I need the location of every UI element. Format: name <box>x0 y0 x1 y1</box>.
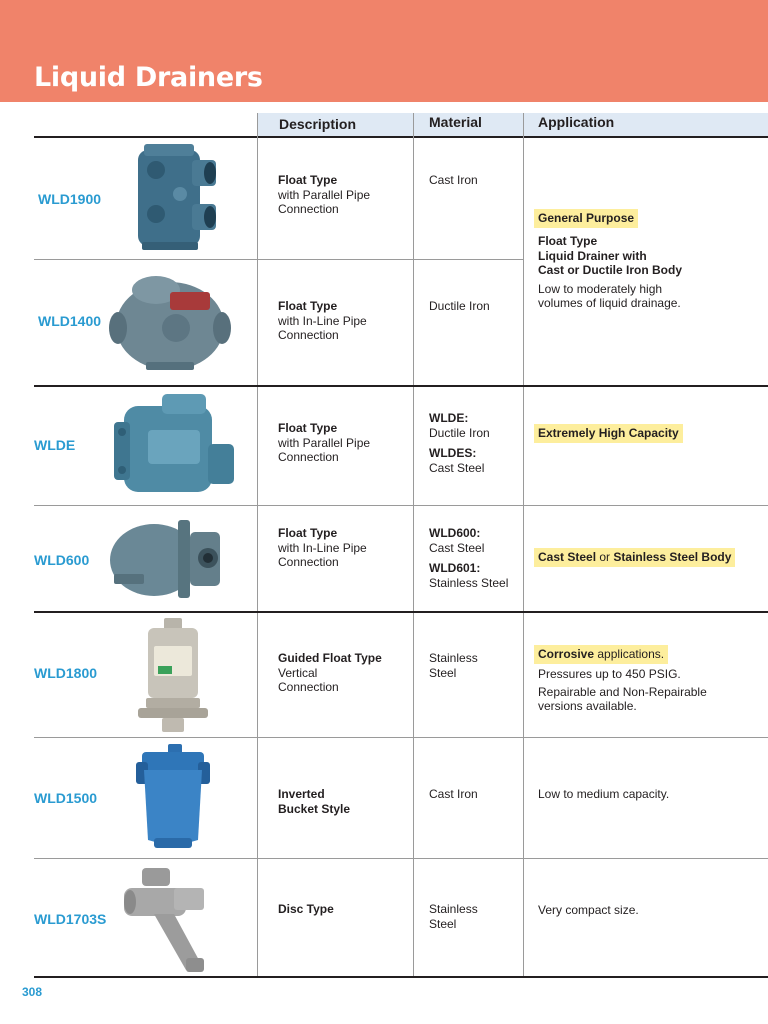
page-title: Liquid Drainers <box>34 62 263 93</box>
model-label: WLD1703S <box>34 911 107 927</box>
column-divider <box>523 113 524 978</box>
material-cell: Cast Iron <box>429 787 478 801</box>
disc-trap-image <box>120 866 212 974</box>
model-label: WLD1500 <box>34 790 98 806</box>
table-top-rule <box>34 136 768 138</box>
vertical-float-trap-image <box>136 616 210 734</box>
application-cell: General Purpose Float Type Liquid Drainer with Cast or Ductile Iron Body Low to moderately high volumes of liquid drainage. <box>538 209 758 311</box>
model-label: WLD1900 <box>38 191 102 207</box>
column-divider <box>257 113 258 978</box>
application-cell <box>538 424 683 443</box>
title-banner <box>0 0 768 102</box>
highlight-label: Corrosive applications. <box>534 645 668 664</box>
model-label: WLDE <box>34 437 76 453</box>
application-cell: Low to medium capacity. <box>538 787 670 801</box>
application-cell <box>538 548 735 567</box>
row-divider <box>34 505 768 506</box>
material-cell: Stainless Steel <box>429 902 478 931</box>
row-divider <box>34 385 768 387</box>
row-divider <box>34 611 768 613</box>
material-cell: WLD600: Cast Steel WLD601: Stainless Steel <box>429 526 509 590</box>
highlight-label: General Purpose <box>534 209 638 228</box>
float-trap-inline-image <box>108 266 236 376</box>
row-divider <box>34 858 768 859</box>
float-trap-wld600-image <box>108 514 230 602</box>
row-divider <box>34 259 523 260</box>
page-number: 308 <box>22 985 43 999</box>
material-cell: WLDE: Ductile Iron WLDES: Cast Steel <box>429 411 490 475</box>
model-label: WLD1800 <box>34 665 98 681</box>
highlight-label: Cast Steel or Stainless Steel Body <box>534 548 735 567</box>
row-divider <box>34 737 768 738</box>
application-cell: Very compact size. <box>538 903 639 917</box>
inverted-bucket-trap-image <box>132 744 214 852</box>
header-description: Description <box>257 113 413 137</box>
header-application: Application <box>524 113 768 137</box>
description-cell: Float Type with Parallel Pipe Connection <box>278 421 371 464</box>
description-cell: Float Type with Parallel Pipe Connection <box>278 173 371 216</box>
description-cell: Float Type with In-Line Pipe Connection <box>278 299 367 342</box>
model-label: WLD1400 <box>38 313 102 329</box>
description-cell: Disc Type <box>278 902 334 916</box>
float-trap-wlde-image <box>104 392 238 500</box>
material-cell: Cast Iron <box>429 173 478 187</box>
application-cell: Corrosive applications. Pressures up to 450 PSIG. Repairable and Non-Repairable versions available. <box>538 645 758 714</box>
description-cell: Float Type with In-Line Pipe Connection <box>278 526 367 569</box>
description-cell: Guided Float Type Vertical Connection <box>278 651 382 694</box>
column-divider <box>413 113 414 978</box>
description-cell: Inverted Bucket Style <box>278 787 351 816</box>
model-label: WLD600 <box>34 552 90 568</box>
material-cell: Stainless Steel <box>429 651 478 680</box>
highlight-label: Extremely High Capacity <box>534 424 683 443</box>
float-trap-parallel-image <box>126 142 226 254</box>
header-material: Material <box>414 113 523 137</box>
material-cell: Ductile Iron <box>429 299 490 313</box>
table-bottom-rule <box>34 976 768 978</box>
